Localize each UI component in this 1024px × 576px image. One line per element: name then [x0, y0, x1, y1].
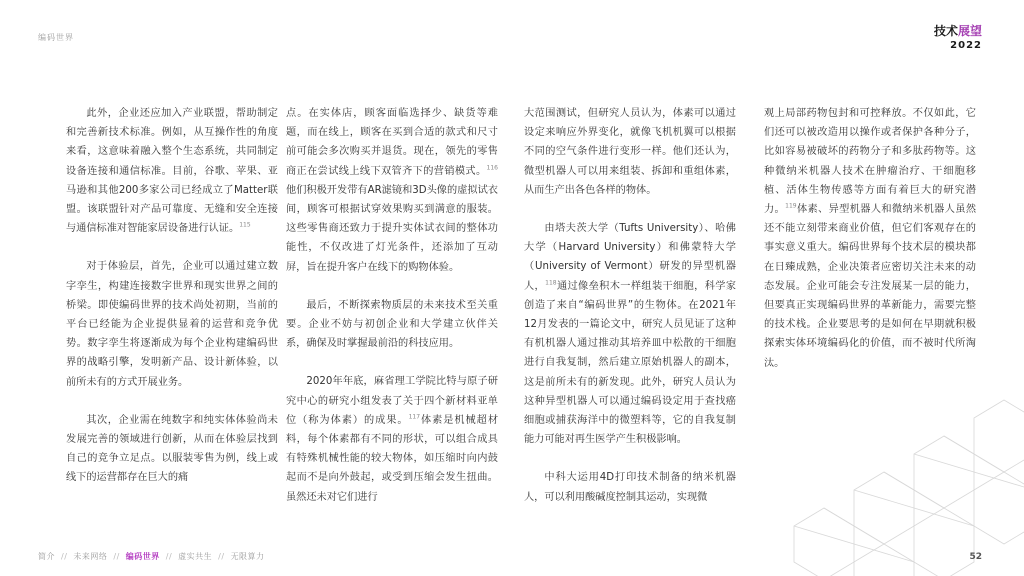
text-column-2 — [286, 104, 498, 526]
paragraph: 最后，不断探索物质层的未来技术至关重要。企业不妨与初创企业和大学建立伙伴关系，确保及时掌握最前沿的科技应用。 — [286, 299, 498, 350]
paragraph: 2020年年底，麻省理工学院比特与原子研究中心的研究小组发表了关于四个新材料亚单位（称为体素）的成果。$^{117}$体素是机械超材料，每个体素都有不同的形状，可以组合成具有特殊机械性能的较大物体，如压缩时向内鼓起而不是向外鼓起，或受到压缩会发生扭曲。虽然还未对它们进行 — [286, 376, 499, 503]
paragraph: 大范围测试，但研究人员认为，体素可以通过设定来响应外界变化，就像飞机机翼可以根据不同的空气条件进行变形一样。他们还认为，微型机器人可以用来组装、拆卸和重组体素，从而生产出各色各样的物体。 — [524, 108, 736, 196]
footer-item[interactable]: 无限算力 — [230, 552, 265, 561]
page-number: 52 — [969, 552, 982, 562]
paragraph: 对于体验层，首先，企业可以通过建立数字孪生，构建连接数字世界和现实世界之间的桥梁。即使编码世界的技术尚处初期，当前的平台已经能为企业提供显着的运营和竞争优势。数字孪生将逐渐成为每个企业构建编码世界的战略引擎，发明新产品、设计新体验，以前所未有的方式开展业务。 — [66, 261, 278, 388]
footnote-reference[interactable]: 119 — [785, 202, 797, 210]
footer-item[interactable]: 编码世界 — [125, 552, 160, 561]
hexagon-pattern-decoration — [734, 376, 1024, 576]
brand-title: 技术展望 — [933, 24, 982, 38]
footer-separator: // — [218, 552, 225, 561]
footer-item[interactable]: 简介 — [38, 552, 55, 561]
section-label: 编码世界 — [38, 33, 74, 42]
footer-item[interactable]: 虚实共生 — [178, 552, 213, 561]
footnote-reference[interactable]: 115 — [239, 221, 251, 229]
footer-separator: // — [61, 552, 68, 561]
text-column-3 — [524, 104, 736, 526]
text-column-1 — [66, 104, 278, 507]
footnote-reference[interactable]: 116 — [486, 164, 498, 172]
paragraph: 由塔夫茨大学（Tufts University）、哈佛大学（Harvard University）和佛蒙特大学（University of Vermont）研发的异型机器人，$^{118}$通过像垒积木一样组装干细胞，科学家创造了来自“编码世界”的生物体。在2021年12月发表的一篇论文中，研究人员见证了这种有机机器人通过推动其培养皿中松散的干细胞进行自我复制，然后建立原始机器人的副本，这是前所未有的新发现。此外，研究人员认为这种异型机器人可以通过编码设定用于查找癌细胞或捕获海洋中的微塑料等，它的自我复制能力可能对再生医学产生积极影响。 — [524, 223, 737, 446]
brand-year: 2022 — [950, 40, 982, 51]
paragraph: 其次，企业需在纯数字和纯实体体验尚未发展完善的领域进行创新，从而在体验层找到自己的竞争立足点。以服装零售为例，线上或线下的运营都存在巨大的痛 — [66, 414, 278, 484]
brand-logo — [934, 22, 982, 51]
paragraph: 观上局部药物包封和可控释放。不仅如此，它们还可以被改造用以操作或者保护各种分子，比如容易被破坏的药物分子和多肽药物等。这种微纳米机器人技术在肿瘤治疗、干细胞移植、活体生物传感等方面有着巨大的研究潜力。$^{119}$体素、异型机器人和微纳米机器人虽然还不能立刻带来商业价值，但它们客观存在的事实意义重大。编码世界每个技术层的模块都在日臻成熟，企业决策者应密切关注未来的动态发展。企业可能会专注发展某一层的能力，但要真正实现编码世界的革新能力，需要完整的技术栈。企业要思考的是如何在早期就积极探索实体环境编码化的价值，而不被时代所淘汰。 — [764, 108, 977, 369]
footer-separator: // — [165, 552, 173, 561]
text-column-4 — [764, 104, 976, 392]
footer-nav — [38, 551, 271, 562]
footnote-reference[interactable]: 118 — [545, 279, 557, 287]
paragraph: 此外，企业还应加入产业联盟，帮助制定和完善新技术标准。例如，从互操作性的角度来看，这意味着融入整个生态系统，共同制定设备连接和通信标准。目前，谷歌、苹果、亚马逊和其他200多家公司已经成立了Matter联盟。该联盟针对产品可靠度、无缝和安全连接与通信标准对智能家居设备进行认证。$^{115}$ — [66, 108, 278, 235]
footnote-reference[interactable]: 117 — [408, 413, 421, 421]
footer-item[interactable]: 未来网络 — [73, 552, 108, 561]
paragraph: 点。在实体店，顾客面临选择少、缺货等难题，而在线上，顾客在买到合适的款式和尺寸前可能会多次购买并退货。现在，领先的零售商正在尝试线上线下双管齐下的营销模式。$^{116}$他们积极开发带有AR滤镜和3D头像的虚拟试衣间，顾客可根据试穿效果购买到满意的服装。这些零售商还致力于提升实体试衣间的整体功能性，不仅改进了灯光条件，还添加了互动屏，旨在提升客户在线下的购物体验。 — [286, 108, 498, 273]
footer-separator: // — [113, 552, 120, 561]
paragraph: 中科大运用4D打印技术制备的纳米机器人，可以利用酸碱度控制其运动，实现微 — [524, 472, 736, 503]
